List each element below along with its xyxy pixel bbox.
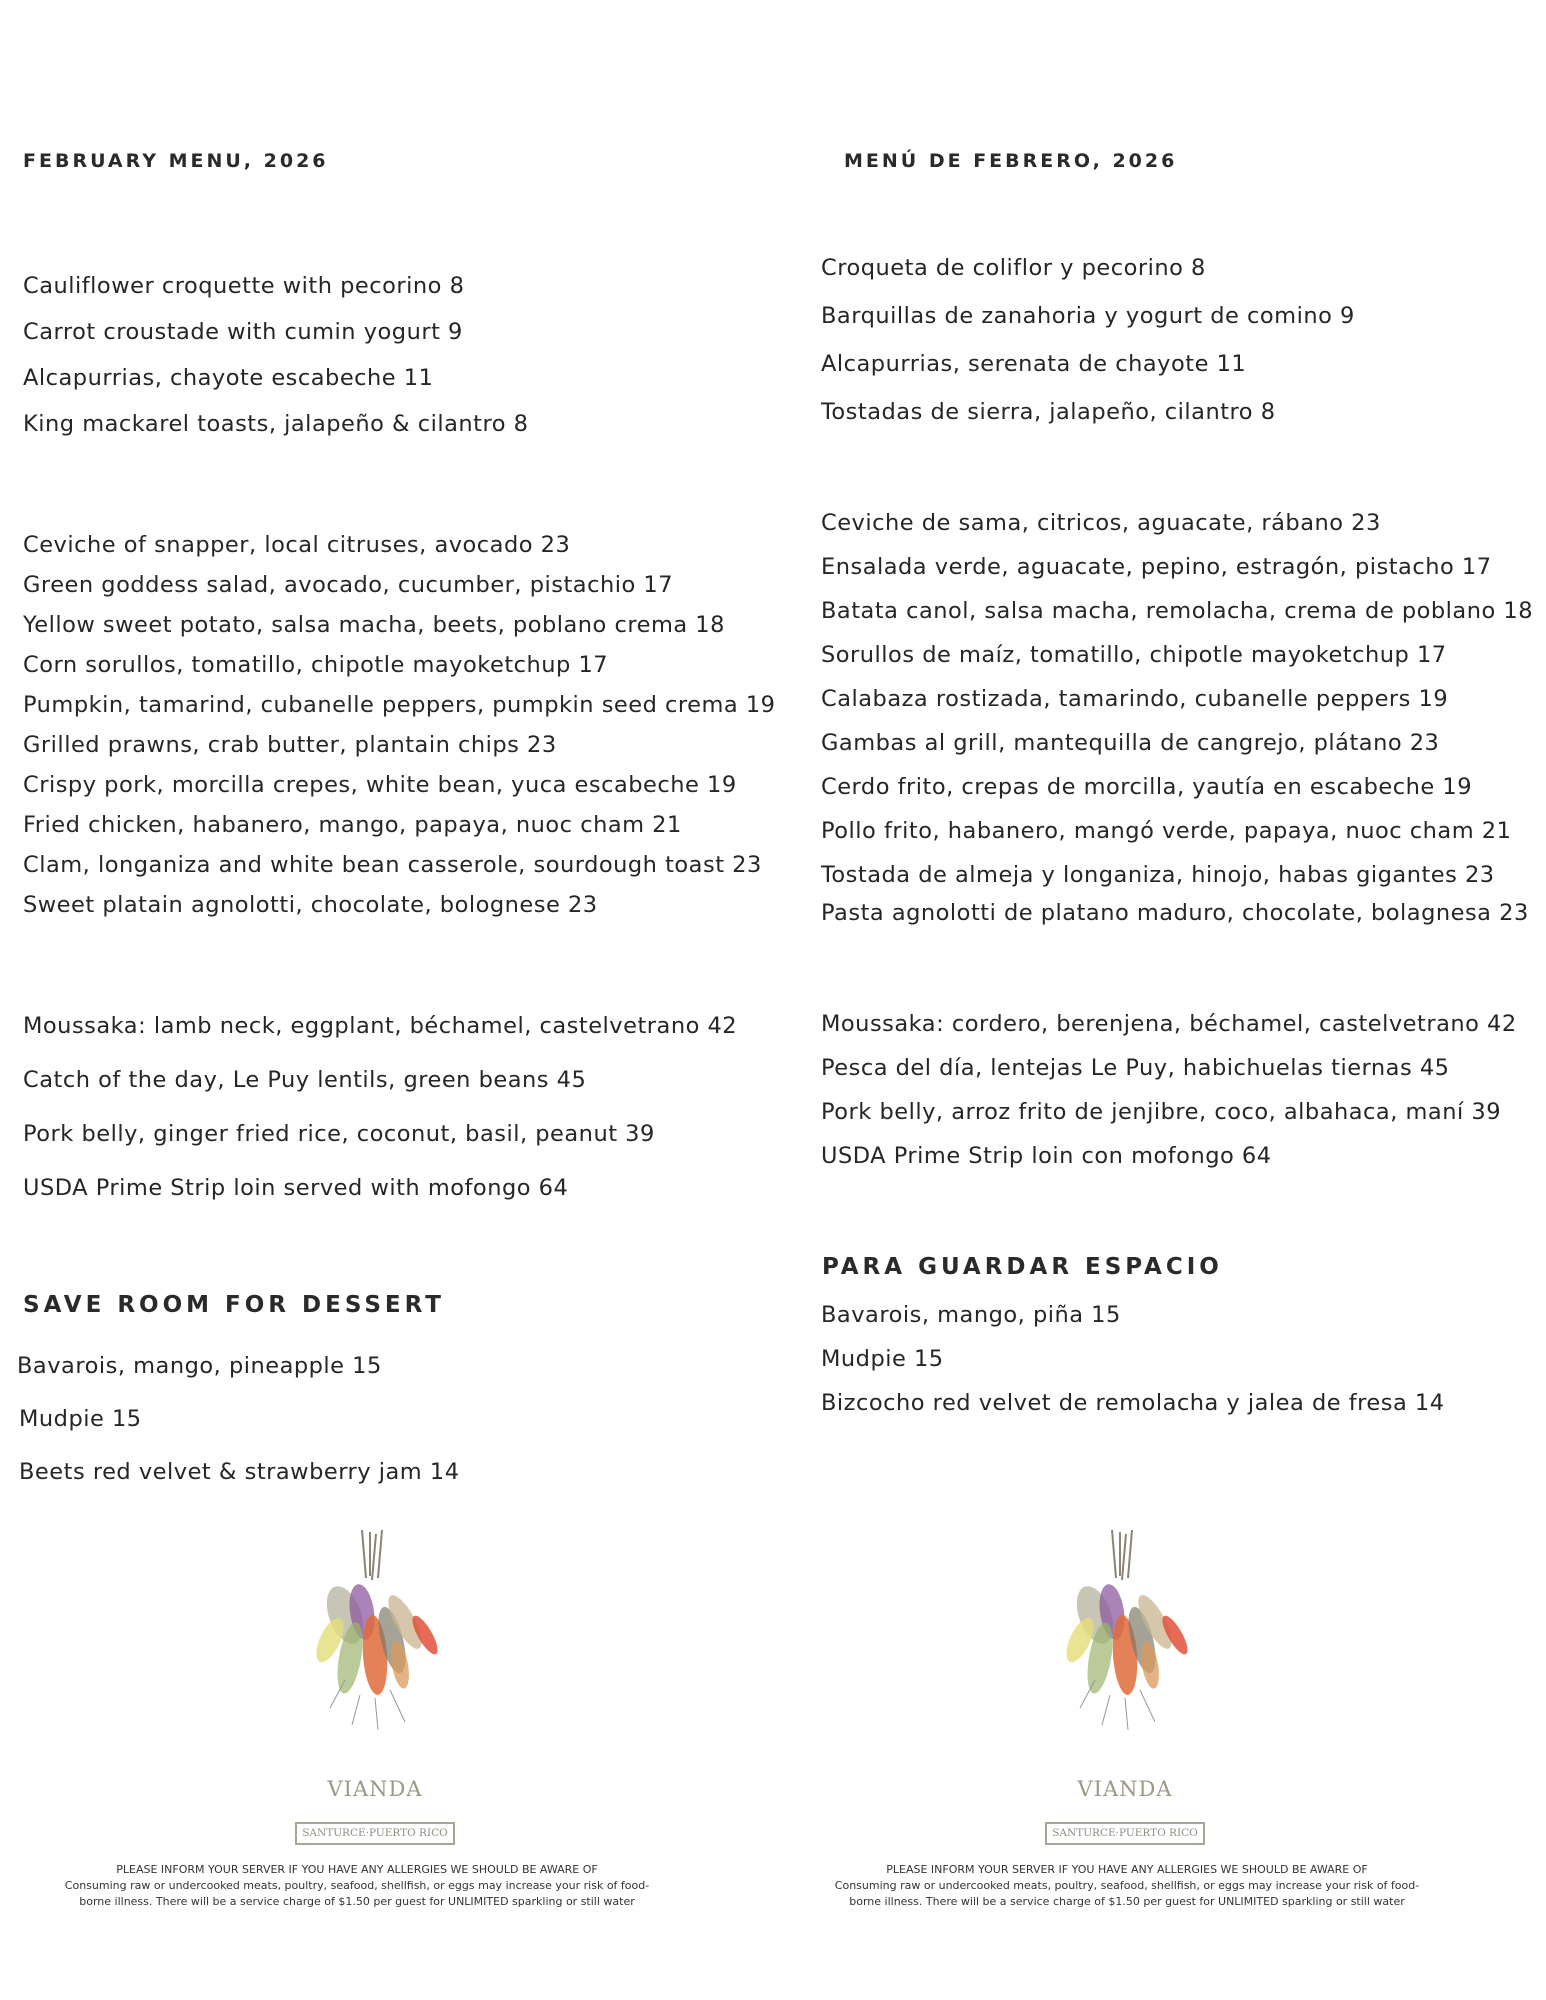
menu-item: Sweet platain agnolotti, chocolate, bolognese 23 — [23, 892, 598, 918]
menu-item: USDA Prime Strip loin served with mofongo 64 — [23, 1175, 569, 1201]
brand-name: VIANDA — [1077, 1777, 1173, 1801]
menu-title-english: FEBRUARY MENU, 2026 — [23, 150, 329, 172]
menu-item: Pesca del día, lentejas Le Puy, habichuelas tiernas 45 — [821, 1055, 1450, 1081]
menu-item: Pasta agnolotti de platano maduro, chocolate, bolagnesa 23 — [821, 900, 1529, 926]
menu-item: Bizcocho red velvet de remolacha y jalea de fresa 14 — [821, 1390, 1445, 1416]
menu-item: Batata canol, salsa macha, remolacha, crema de poblano 18 — [821, 598, 1534, 624]
menu-item: Barquillas de zanahoria y yogurt de comino 9 — [821, 303, 1355, 329]
menu-item: King mackarel toasts, jalapeño & cilantro 8 — [23, 411, 529, 437]
menu-item: Bavarois, mango, pineapple 15 — [17, 1353, 382, 1379]
menu-item: Calabaza rostizada, tamarindo, cubanelle peppers 19 — [821, 686, 1449, 712]
menu-item: Moussaka: lamb neck, eggplant, béchamel, castelvetrano 42 — [23, 1013, 738, 1039]
menu-item: Croqueta de coliflor y pecorino 8 — [821, 255, 1206, 281]
dessert-title-english: SAVE ROOM FOR DESSERT — [23, 1292, 445, 1318]
food-safety-notice: Consuming raw or undercooked meats, poultry, seafood, shellfish, or eggs may increase your risk of food- — [834, 1879, 1420, 1892]
menu-item: Alcapurrias, serenata de chayote 11 — [821, 351, 1247, 377]
menu-item: Pollo frito, habanero, mangó verde, papaya, nuoc cham 21 — [821, 818, 1512, 844]
allergy-notice: PLEASE INFORM YOUR SERVER IF YOU HAVE ANY ALLERGIES WE SHOULD BE AWARE OF — [886, 1863, 1368, 1876]
menu-item: Corn sorullos, tomatillo, chipotle mayoketchup 17 — [23, 652, 609, 678]
brand-location-badge: SANTURCE·PUERTO RICO — [295, 1822, 455, 1845]
service-charge-notice: borne illness. There will be a service charge of $1.50 per guest for UNLIMITED sparkling or still water — [79, 1895, 635, 1908]
menu-title-spanish: MENÚ DE FEBRERO, 2026 — [844, 150, 1178, 172]
menu-item: Alcapurrias, chayote escabeche 11 — [23, 365, 434, 391]
menu-item: Gambas al grill, mantequilla de cangrejo, plátano 23 — [821, 730, 1440, 756]
menu-item: Grilled prawns, crab butter, plantain chips 23 — [23, 732, 557, 758]
menu-item: Green goddess salad, avocado, cucumber, pistachio 17 — [23, 572, 674, 598]
menu-item: Catch of the day, Le Puy lentils, green beans 45 — [23, 1067, 587, 1093]
menu-item: Bavarois, mango, piña 15 — [821, 1302, 1121, 1328]
menu-item: Carrot croustade with cumin yogurt 9 — [23, 319, 463, 345]
menu-item: USDA Prime Strip loin con mofongo 64 — [821, 1143, 1272, 1169]
menu-item: Fried chicken, habanero, mango, papaya, nuoc cham 21 — [23, 812, 682, 838]
brand-name: VIANDA — [327, 1777, 423, 1801]
menu-item: Mudpie 15 — [821, 1346, 944, 1372]
menu-item: Pumpkin, tamarind, cubanelle peppers, pumpkin seed crema 19 — [23, 692, 776, 718]
menu-item: Sorullos de maíz, tomatillo, chipotle mayoketchup 17 — [821, 642, 1447, 668]
allergy-notice: PLEASE INFORM YOUR SERVER IF YOU HAVE ANY ALLERGIES WE SHOULD BE AWARE OF — [116, 1863, 598, 1876]
menu-item: Ceviche de sama, citricos, aguacate, rábano 23 — [821, 510, 1381, 536]
vianda-logo-illustration — [300, 1530, 450, 1740]
menu-item: Clam, longaniza and white bean casserole, sourdough toast 23 — [23, 852, 762, 878]
menu-item: Tostadas de sierra, jalapeño, cilantro 8 — [821, 399, 1276, 425]
menu-item: Pork belly, ginger fried rice, coconut, basil, peanut 39 — [23, 1121, 655, 1147]
menu-item: Cerdo frito, crepas de morcilla, yautía en escabeche 19 — [821, 774, 1473, 800]
menu-item: Mudpie 15 — [19, 1406, 142, 1432]
food-safety-notice: Consuming raw or undercooked meats, poultry, seafood, shellfish, or eggs may increase your risk of food- — [64, 1879, 650, 1892]
menu-item: Beets red velvet & strawberry jam 14 — [19, 1459, 460, 1485]
brand-location-badge: SANTURCE·PUERTO RICO — [1045, 1822, 1205, 1845]
menu-item: Crispy pork, morcilla crepes, white bean, yuca escabeche 19 — [23, 772, 737, 798]
vianda-logo-illustration — [1050, 1530, 1200, 1740]
allergy-disclaimer-english — [7, 1862, 707, 1910]
menu-item: Cauliflower croquette with pecorino 8 — [23, 273, 465, 299]
menu-item: Yellow sweet potato, salsa macha, beets, poblano crema 18 — [23, 612, 725, 638]
menu-item: Tostada de almeja y longaniza, hinojo, habas gigantes 23 — [821, 862, 1495, 888]
dessert-title-spanish: PARA GUARDAR ESPACIO — [822, 1254, 1223, 1280]
menu-item: Ensalada verde, aguacate, pepino, estragón, pistacho 17 — [821, 554, 1492, 580]
menu-item: Ceviche of snapper, local citruses, avocado 23 — [23, 532, 571, 558]
menu-item: Moussaka: cordero, berenjena, béchamel, castelvetrano 42 — [821, 1011, 1517, 1037]
menu-item: Pork belly, arroz frito de jenjibre, coco, albahaca, maní 39 — [821, 1099, 1502, 1125]
allergy-disclaimer-spanish — [777, 1862, 1477, 1910]
service-charge-notice: borne illness. There will be a service charge of $1.50 per guest for UNLIMITED sparkling or still water — [849, 1895, 1405, 1908]
